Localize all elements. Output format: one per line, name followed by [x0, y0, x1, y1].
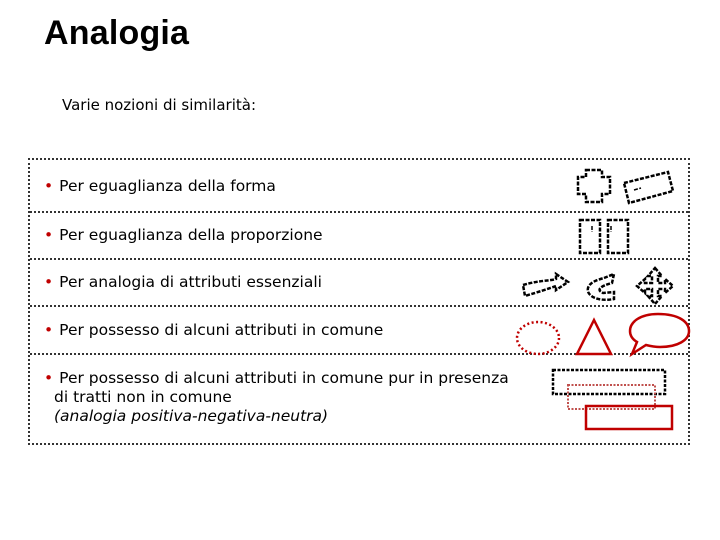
row-label-line2: di tratti non in comune — [54, 388, 232, 406]
curved-arrow-icon — [523, 274, 568, 296]
bullet-icon: • — [44, 369, 54, 387]
bullet-icon: • — [44, 177, 54, 195]
row-label-line3: (analogia positiva-negativa-neutra) — [54, 407, 329, 425]
bullet-icon: • — [44, 273, 54, 291]
overlapping-rectangles-icon — [553, 370, 672, 429]
row-label: Per analogia di attributi essenziali — [59, 273, 322, 291]
u-turn-arrow-icon — [588, 274, 614, 300]
row-label: Per eguaglianza della proporzione — [59, 226, 323, 244]
bullet-icon: • — [44, 226, 54, 244]
triangle-icon — [577, 320, 611, 354]
row-label: Per possesso di alcuni attributi in comune — [59, 321, 384, 339]
four-way-arrow-icon — [637, 268, 673, 304]
bullet-icon: • — [44, 321, 54, 339]
speech-bubble-icon — [630, 314, 689, 354]
rotated-rectangle-icon — [624, 172, 673, 203]
row-label: Per possesso di alcuni attributi in comune pur in presenza — [59, 369, 509, 387]
row-label: Per eguaglianza della forma — [59, 177, 276, 195]
page-title: Analogia — [44, 14, 190, 52]
subtitle: Varie nozioni di similarità: — [62, 96, 257, 114]
circle-icon — [517, 322, 559, 354]
cross-shape-icon — [578, 170, 610, 202]
tall-rectangle-icon — [580, 220, 628, 253]
